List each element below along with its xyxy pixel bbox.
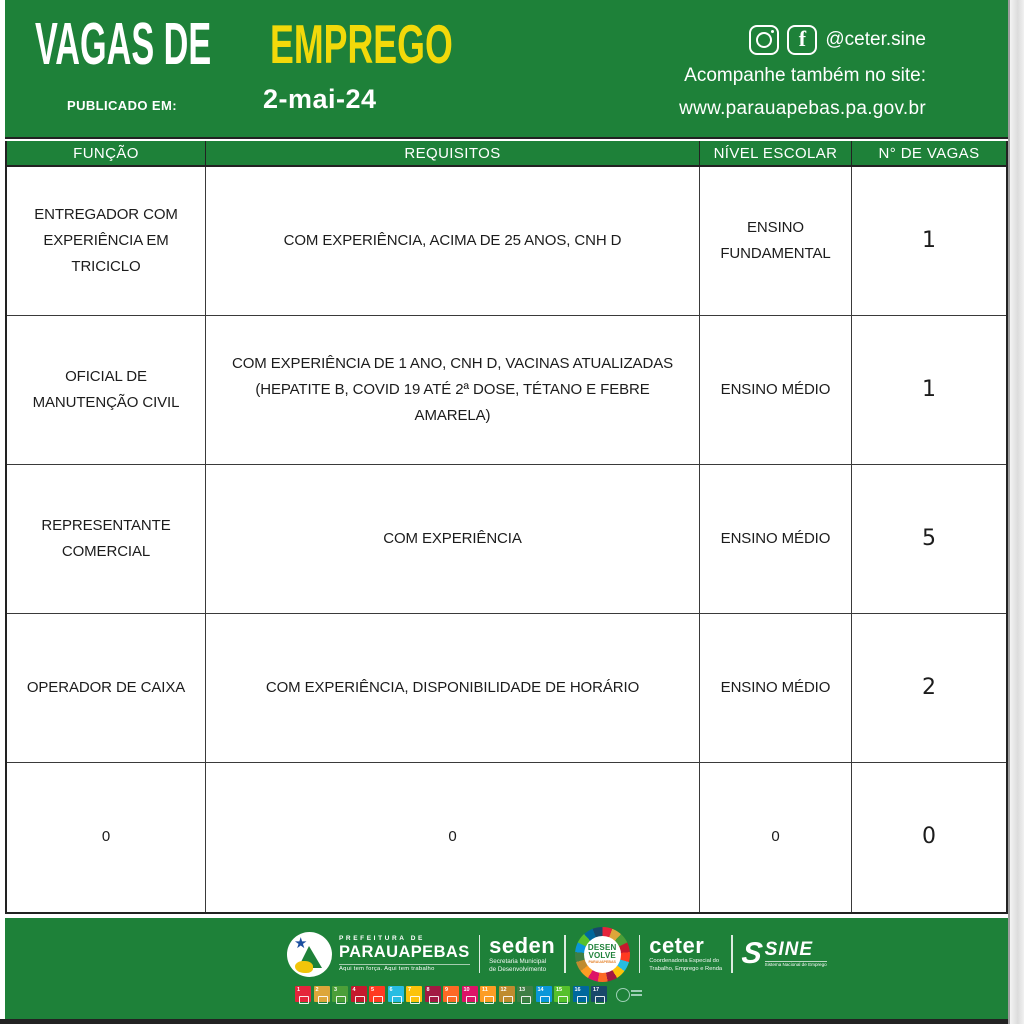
cell-n-de-vagas: 1: [922, 227, 936, 253]
desenvolve-line3: PARAUAPEBAS: [588, 959, 616, 964]
sdg-goal-11-icon: 11: [480, 986, 496, 1002]
instagram-icon: [749, 25, 779, 55]
sdg-goal-13-icon: 13: [517, 986, 533, 1002]
cell-n-de-vagas: 2: [922, 674, 936, 700]
prefeitura-name: PARAUAPEBAS: [339, 943, 470, 962]
desenvolve-badge-icon: [575, 927, 630, 982]
cell-funcao: OFICIAL DE MANUTENÇÃO CIVIL: [7, 316, 206, 464]
cell-nivel-escolar: 0: [700, 763, 852, 912]
published-date: 2-mai-24: [263, 84, 377, 114]
table-row: [7, 167, 1006, 316]
sdg-goal-14-icon: 14: [536, 986, 552, 1002]
social-block: [679, 24, 926, 120]
cell-nivel-escolar: ENSINO MÉDIO: [700, 316, 852, 464]
footer-content: [287, 927, 827, 1002]
cell-nivel-escolar: ENSINO MÉDIO: [700, 465, 852, 613]
site-url: www.parauapebas.pa.gov.br: [679, 98, 926, 119]
cell-funcao: ENTREGADOR COM EXPERIÊNCIA EM TRICICLO: [7, 167, 206, 315]
star-icon: ★: [294, 934, 308, 952]
header-band: [5, 0, 1008, 139]
poster-title-highlight: EMPREGO: [270, 13, 453, 75]
table-row: [7, 465, 1006, 614]
table-header-row: [7, 141, 1006, 167]
sdg-goal-7-icon: 7: [406, 986, 422, 1002]
column-header-n-de-vagas: N° DE VAGAS: [878, 144, 980, 162]
cell-n-de-vagas: 5: [922, 525, 936, 551]
desenvolve-line1: DESEN: [587, 942, 617, 952]
ceter-logo: [649, 935, 722, 973]
cell-n-de-vagas: 1: [922, 376, 936, 402]
sdg-goal-16-icon: 16: [573, 986, 589, 1002]
sdg-goal-5-icon: 5: [369, 986, 385, 1002]
page-right-shadow: [1008, 0, 1024, 1024]
cell-requisitos: COM EXPERIÊNCIA, ACIMA DE 25 ANOS, CNH D: [206, 167, 700, 315]
table-row: [7, 763, 1006, 912]
cell-requisitos: COM EXPERIÊNCIA, DISPONIBILIDADE DE HORÁRIO: [206, 614, 700, 762]
sdg-goal-4-icon: 4: [351, 986, 367, 1002]
desenvolve-line2: VOLVE: [588, 950, 616, 960]
cell-nivel-escolar: ENSINO MÉDIO: [700, 614, 852, 762]
sine-name: SINE: [764, 939, 814, 961]
sdg-goal-12-icon: 12: [499, 986, 515, 1002]
agenda-2030-logo-icon: [616, 986, 642, 1002]
divider: [731, 935, 733, 973]
divider: [479, 935, 481, 973]
social-handle: @ceter.sine: [825, 29, 926, 50]
sdg-goal-8-icon: 8: [425, 986, 441, 1002]
table-row: [7, 316, 1006, 465]
divider: [564, 935, 566, 973]
table-row: [7, 614, 1006, 763]
cell-requisitos: COM EXPERIÊNCIA DE 1 ANO, CNH D, VACINAS ATUALIZADAS (HEPATITE B, COVID 19 ATÉ 2ª DOSE, TÉTANO E FEBRE AMARELA): [206, 316, 700, 464]
seden-sub1: Secretaria Municipal: [489, 957, 547, 965]
cell-nivel-escolar: ENSINO FUNDAMENTAL: [700, 167, 852, 315]
sine-sub: Sistema Nacional de Emprego: [764, 962, 827, 968]
footer-band: [5, 918, 1008, 1019]
sdg-goal-17-icon: 17: [591, 986, 607, 1002]
sdg-goal-10-icon: 10: [462, 986, 478, 1002]
divider: [639, 935, 641, 973]
page-bottom-edge: [0, 1019, 1008, 1024]
sdg-icons-row: [295, 986, 827, 1002]
site-callout: Acompanhe também no site:: [684, 65, 926, 86]
sun-icon: [295, 961, 313, 973]
prefeitura-small-label: PREFEITURA DE: [339, 934, 425, 942]
sdg-goal-15-icon: 15: [554, 986, 570, 1002]
prefeitura-emblem-icon: [287, 932, 332, 977]
sine-s-icon: S: [739, 937, 765, 970]
sine-text: [765, 940, 827, 968]
table-body: [7, 167, 1006, 912]
column-header-funcao: FUNÇÃO: [7, 141, 206, 165]
cell-requisitos: COM EXPERIÊNCIA: [206, 465, 700, 613]
poster-title: VAGAS DE: [35, 11, 212, 77]
seden-name: seden: [489, 932, 556, 958]
sine-logo: [739, 937, 827, 970]
seden-logo: [489, 932, 556, 974]
prefeitura-text: [339, 936, 470, 973]
desenvolve-badge-center: [584, 936, 621, 973]
sdg-goal-6-icon: 6: [388, 986, 404, 1002]
prefeitura-parauapebas-logo: [287, 932, 470, 977]
vacancies-table: [5, 141, 1008, 914]
footer-logos-row: [287, 927, 827, 981]
facebook-icon: f: [787, 25, 817, 55]
ceter-sub1: Coordenadoria Especial do: [649, 958, 720, 965]
seden-sub2: de Desenvolvimento: [489, 966, 547, 973]
published-label: PUBLICADO EM:: [67, 98, 177, 113]
sdg-goal-3-icon: 3: [332, 986, 348, 1002]
sdg-goal-1-icon: 1: [295, 986, 311, 1002]
sdg-goal-9-icon: 9: [443, 986, 459, 1002]
cell-funcao: 0: [7, 763, 206, 912]
column-header-nivel-escolar: NÍVEL ESCOLAR: [700, 141, 852, 165]
cell-n-de-vagas: 0: [922, 824, 936, 850]
cell-requisitos: 0: [206, 763, 700, 912]
ceter-name: ceter: [649, 933, 705, 959]
cell-funcao: REPRESENTANTE COMERCIAL: [7, 465, 206, 613]
ceter-sub2: Trabalho, Emprego e Renda: [649, 966, 723, 972]
prefeitura-tagline: Aqui tem força. Aqui tem trabalho: [339, 964, 470, 973]
social-row: [679, 24, 926, 56]
sdg-goal-2-icon: 2: [314, 986, 330, 1002]
column-header-requisitos: REQUISITOS: [206, 141, 700, 165]
cell-funcao: OPERADOR DE CAIXA: [7, 614, 206, 762]
